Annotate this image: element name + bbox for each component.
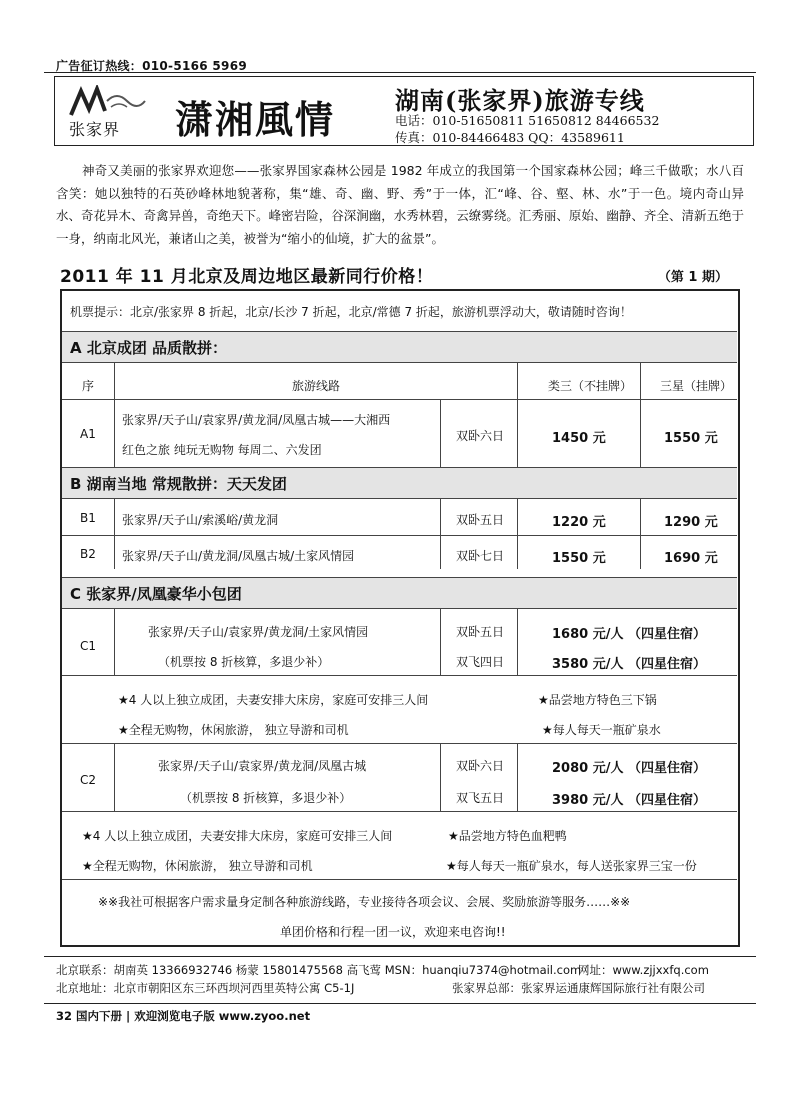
issue-number: （第 1 期） bbox=[657, 270, 728, 285]
footer-divider bbox=[44, 956, 756, 957]
divider bbox=[62, 743, 737, 744]
route-a1-line1: 张家界/天子山/袁家界/黄龙洞/凤凰古城——大湘西 bbox=[122, 413, 391, 427]
section-c-title: C 张家界/凤凰豪华小包团 bbox=[70, 585, 242, 603]
route-c2-note: （机票按 8 折核算，多退少补） bbox=[180, 791, 352, 805]
route-c1-mode1: 双卧五日 bbox=[456, 625, 505, 639]
route-c1-price2: 3580 元/人 （四星住宿） bbox=[552, 657, 706, 672]
ad-hotline: 广告征订热线：010-5166 5969 bbox=[56, 59, 248, 73]
route-a1-line2: 红色之旅 纯玩无购物 每周二、六发团 bbox=[122, 443, 322, 457]
route-c1-note: （机票按 8 折核算，多退少补） bbox=[158, 655, 330, 669]
divider bbox=[114, 363, 115, 467]
top-divider bbox=[44, 72, 756, 73]
route-a1-mode: 双卧六日 bbox=[456, 429, 505, 443]
divider bbox=[114, 609, 115, 675]
divider bbox=[517, 743, 518, 811]
section-c-bar bbox=[62, 577, 737, 609]
page-footer: 32 国内下册 | 欢迎浏览电子版 www.zyoo.net bbox=[56, 1009, 311, 1023]
route-a1-price2: 1550 元 bbox=[664, 431, 718, 446]
divider bbox=[517, 609, 518, 675]
route-b2: 张家界/天子山/黄龙洞/凤凰古城/土家风情园 bbox=[122, 549, 355, 563]
page-divider bbox=[44, 1003, 756, 1004]
header-phone: 电话：010-51650811 51650812 84466532 bbox=[395, 113, 660, 128]
divider bbox=[640, 499, 641, 569]
route-b1-mode: 双卧五日 bbox=[456, 513, 505, 527]
footer-hq: 张家界总部：张家界运通康辉国际旅行社有限公司 bbox=[452, 981, 705, 995]
footer-website: 网址：www.zjjxxfq.com bbox=[578, 963, 709, 977]
divider bbox=[62, 811, 737, 812]
header-box bbox=[54, 76, 754, 146]
intro-paragraph: 神奇又美丽的张家界欢迎您——张家界国家森林公园是 1982 年成立的我国第一个国家森林公园；峰三千做歌；水八百含笑：她以独特的石英砂峰林地貌著称，集“雄、奇、幽、野、秀”于一体，汇“峰、谷、壑、林、水”于一色。境内奇山异水、奇花异木、奇禽异兽，奇绝天下。峰密岩险，谷深涧幽，水秀林碧，云缭雾绕。汇秀丽、原始、幽静、齐全、清新五绝于一身，纳南北风光，兼诸山之美，被誉为“缩小的仙境，扩大的盆景”。 bbox=[56, 163, 744, 246]
price-table bbox=[60, 289, 740, 947]
section-b-bar bbox=[62, 467, 737, 499]
header-title: 湖南(张家界)旅游专线 bbox=[395, 86, 645, 115]
header-class3: 类三（不挂牌） bbox=[548, 379, 633, 393]
route-c2-price2: 3980 元/人 （四星住宿） bbox=[552, 793, 706, 808]
c2-perk-4: ★每人每天一瓶矿泉水，每人送张家界三宝一份 bbox=[446, 859, 697, 873]
header-route: 旅游线路 bbox=[292, 379, 341, 393]
header-fax: 传真：010-84466483 QQ：43589611 bbox=[395, 130, 625, 145]
route-id-c2: C2 bbox=[80, 773, 97, 787]
route-b1-price1: 1220 元 bbox=[552, 515, 606, 530]
divider bbox=[62, 675, 737, 676]
divider bbox=[440, 399, 441, 467]
custom-service-note: ※※我社可根据客户需求量身定制各种旅游线路，专业接待各项会议、会展、奖励旅游等服务……※※ bbox=[98, 895, 631, 909]
route-c2: 张家界/天子山/袁家界/黄龙洞/凤凰古城 bbox=[158, 759, 367, 773]
footer-contact: 北京联系：胡南英 13366932746 杨蒙 15801475568 高飞莺 MSN：huanqiu7374@hotmail.com bbox=[56, 963, 582, 977]
route-a1-price1: 1450 元 bbox=[552, 431, 606, 446]
section-b-title: B 湖南当地 常规散拼：天天发团 bbox=[70, 475, 287, 493]
route-b1: 张家界/天子山/索溪峪/黄龙洞 bbox=[122, 513, 279, 527]
route-id-b1: B1 bbox=[80, 511, 96, 525]
divider bbox=[62, 399, 737, 400]
section-a-bar bbox=[62, 331, 737, 363]
c2-perk-3: ★全程无购物，休闲旅游， 独立导游和司机 bbox=[82, 859, 313, 873]
divider bbox=[440, 743, 441, 811]
c1-perk-2: ★品尝地方特色三下锅 bbox=[538, 693, 657, 707]
group-price-note: 单团价格和行程一团一议，欢迎来电咨询!! bbox=[280, 925, 506, 939]
route-id-a1: A1 bbox=[80, 427, 96, 441]
c1-perk-4: ★每人每天一瓶矿泉水 bbox=[542, 723, 661, 737]
c2-perk-2: ★品尝地方特色血粑鸭 bbox=[448, 829, 567, 843]
route-c2-price1: 2080 元/人 （四星住宿） bbox=[552, 761, 706, 776]
c1-perk-3: ★全程无购物，休闲旅游， 独立导游和司机 bbox=[118, 723, 349, 737]
divider bbox=[114, 499, 115, 569]
divider bbox=[440, 609, 441, 675]
mountain-logo-icon bbox=[67, 85, 147, 117]
route-c1-price1: 1680 元/人 （四星住宿） bbox=[552, 627, 706, 642]
divider bbox=[517, 363, 518, 467]
route-b1-price2: 1290 元 bbox=[664, 515, 718, 530]
brand-name: 潇湘風情 bbox=[175, 97, 336, 142]
ticket-notice: 机票提示：北京/张家界 8 折起，北京/长沙 7 折起，北京/常德 7 折起，旅游机票浮动大，敬请随时咨询！ bbox=[70, 305, 632, 319]
route-b2-mode: 双卧七日 bbox=[456, 549, 505, 563]
c2-perk-1: ★4 人以上独立成团，夫妻安排大床房，家庭可安排三人间 bbox=[82, 829, 393, 843]
route-c1: 张家界/天子山/袁家界/黄龙洞/土家风情园 bbox=[148, 625, 369, 639]
route-b2-price2: 1690 元 bbox=[664, 551, 718, 566]
divider bbox=[440, 499, 441, 569]
divider bbox=[114, 743, 115, 811]
divider bbox=[517, 499, 518, 569]
divider bbox=[62, 879, 737, 880]
route-id-c1: C1 bbox=[80, 639, 97, 653]
route-b2-price1: 1550 元 bbox=[552, 551, 606, 566]
price-section-title: 2011 年 11 月北京及周边地区最新同行价格！ bbox=[60, 267, 434, 287]
route-c1-mode2: 双飞四日 bbox=[456, 655, 505, 669]
section-a-title: A 北京成团 品质散拼： bbox=[70, 339, 228, 357]
divider bbox=[640, 363, 641, 467]
route-c2-mode1: 双卧六日 bbox=[456, 759, 505, 773]
logo-text: 张家界 bbox=[69, 120, 121, 139]
route-c2-mode2: 双飞五日 bbox=[456, 791, 505, 805]
footer-address: 北京地址：北京市朝阳区东三环西坝河西里英特公寓 C5-1J bbox=[56, 981, 355, 995]
route-id-b2: B2 bbox=[80, 547, 96, 561]
divider bbox=[62, 535, 737, 536]
c1-perk-1: ★4 人以上独立成团，夫妻安排大床房，家庭可安排三人间 bbox=[118, 693, 429, 707]
header-seq: 序 bbox=[82, 379, 95, 393]
header-star3: 三星（挂牌） bbox=[660, 379, 733, 393]
